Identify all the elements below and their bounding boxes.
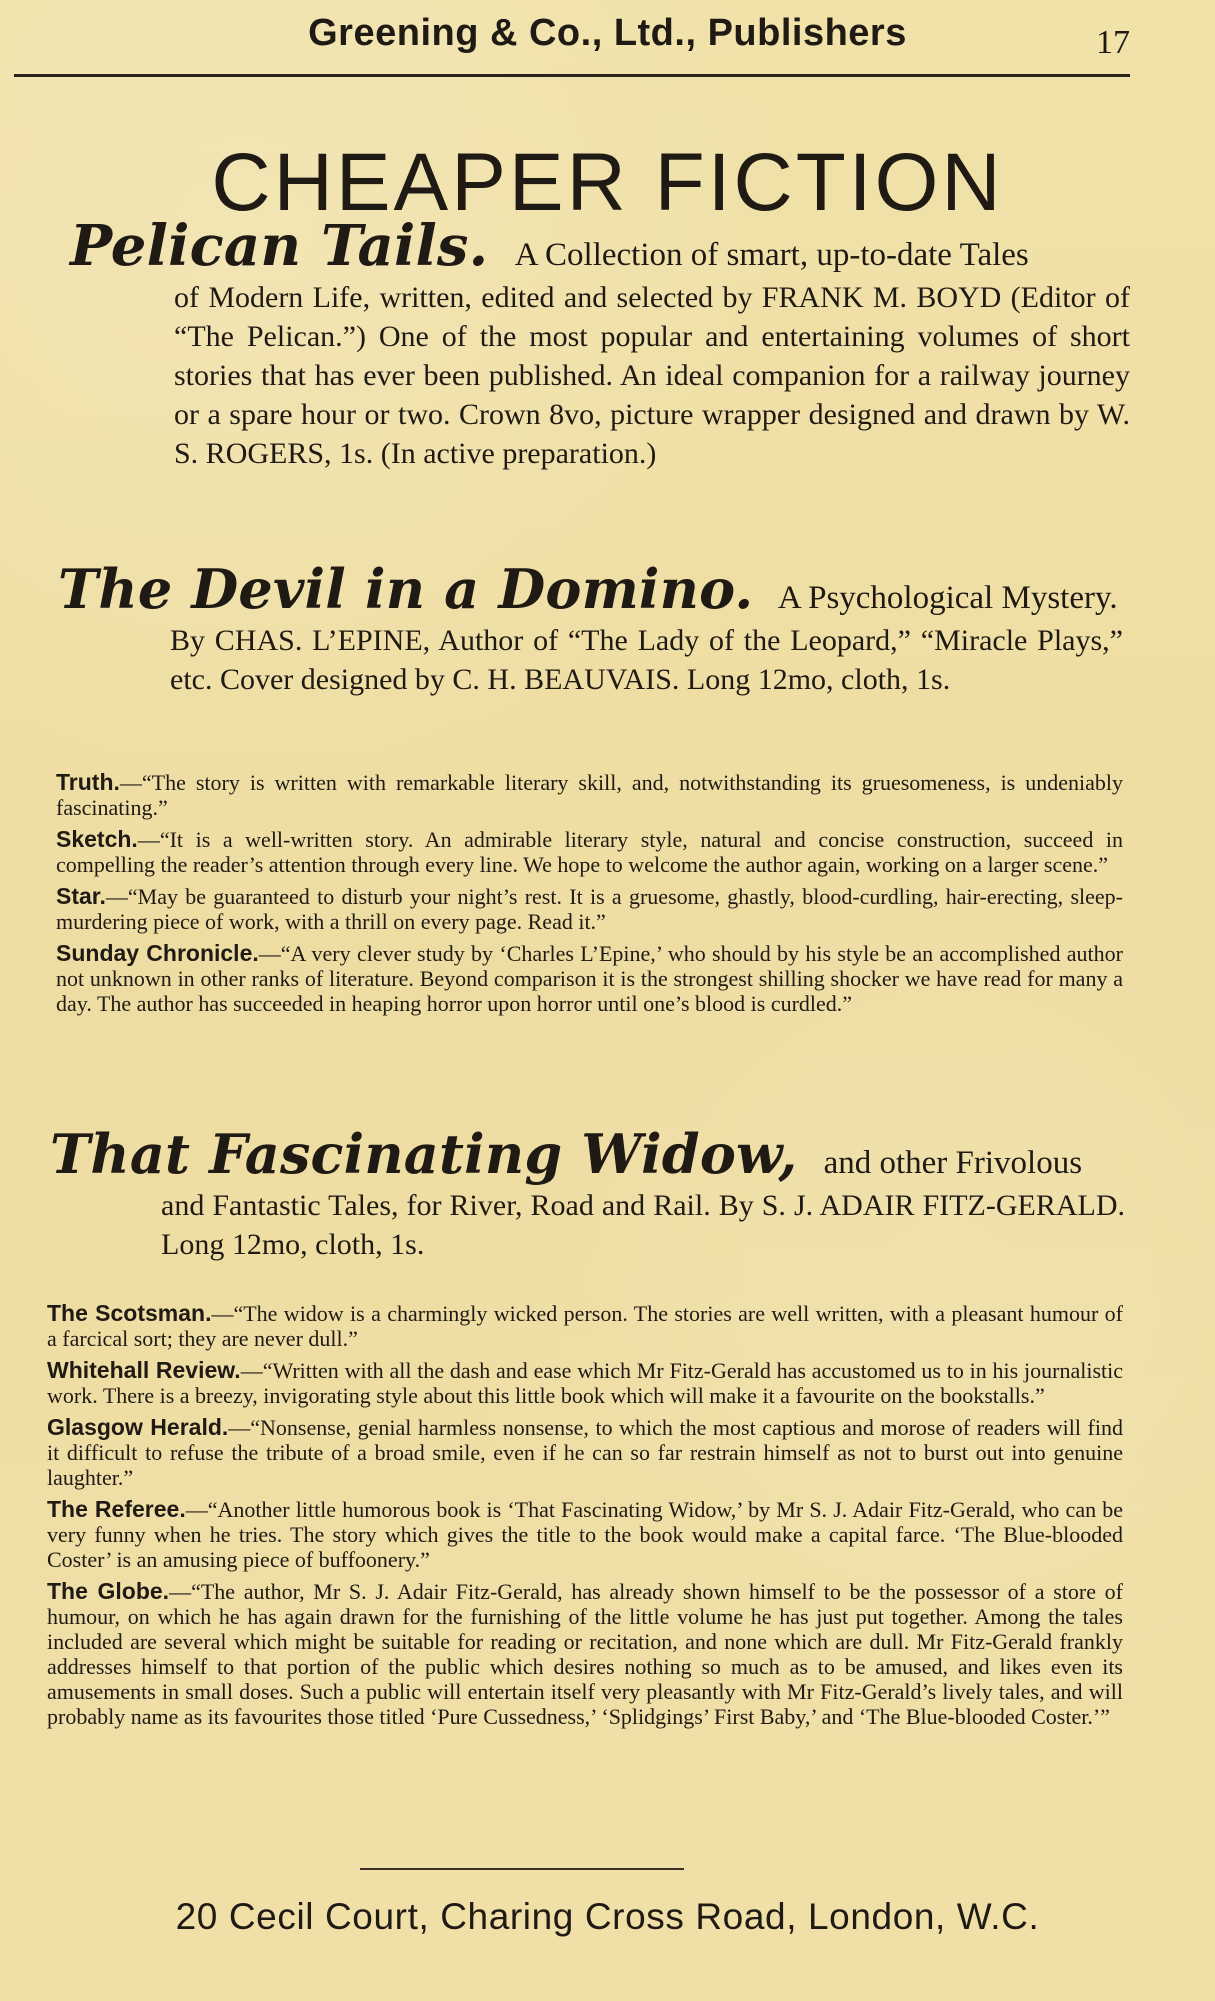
footer-divider (360, 1868, 684, 1870)
publisher-address: 20 Cecil Court, Charing Cross Road, London, W.C. (175, 1896, 1040, 1937)
book-title-that-fascinating-widow: That Fascinating Widow, (50, 1122, 798, 1186)
review-quote: —“Another little humorous book is ‘That Fascinating Widow,’ by Mr S. J. Adair Fitz-Gerald, who can be very funny when he tries. The story which gives the title to the book would make a capital farce. ‘The Blue-blooded Coster’ is an amusing piece of buffoonery.” (47, 1497, 1123, 1572)
review-item (56, 827, 1123, 877)
review-quote: —“May be guaranteed to disturb your night’s rest. It is a gruesome, ghastly, blood-curdling, hair-erecting, sleep-murdering piece of work, with a thrill on every page. Read it.” (56, 884, 1123, 934)
review-quote: —“A very clever study by ‘Charles L’Epine,’ who should by his style be an accomplished author not unknown in other ranks of literature. Beyond comparison it is the strongest shilling shocker we have read for many a day. The author has succeeded in heaping horror upon horror until one’s blood is curdled.” (56, 941, 1123, 1016)
review-item (47, 1579, 1123, 1729)
review-item (56, 941, 1123, 1016)
publisher-header: Greening & Co., Ltd., Publishers (308, 12, 907, 54)
review-quote: —“The widow is a charmingly wicked person. The stories are well written, with a pleasant humour of a farcical sort; they are never dull.” (47, 1301, 1123, 1351)
page-number: 17 (1096, 24, 1130, 61)
review-source: Whitehall Review. (47, 1357, 241, 1383)
book-lead-pelican-tails: A Collection of smart, up-to-date Tales (514, 237, 1029, 273)
book-description-devil-in-a-domino: By CHAS. L’EPINE, Author of “The Lady of the Leopard,” “Miracle Plays,” etc. Cover designed by C. H. BEAUVAIS. Long 12mo, cloth, 1s. (170, 624, 1123, 696)
book-entry-pelican-tails (70, 213, 1130, 473)
book-description-pelican-tails: of Modern Life, written, edited and selected by FRANK M. BOYD (Editor of “The Pelican.”) One of the most popular and entertaining volumes of short stories that has ever been published. An ideal companion for a railway journey or a spare hour or two. Crown 8vo, picture wrapper designed and drawn by W. S. ROGERS, 1s. (In active preparation.) (174, 281, 1130, 470)
review-item (56, 770, 1123, 820)
book-entry-devil-in-a-domino (58, 557, 1123, 699)
review-source: Glasgow Herald. (47, 1414, 229, 1440)
header-divider (14, 74, 1130, 77)
review-item (47, 1415, 1123, 1490)
review-source: Sunday Chronicle. (56, 940, 259, 966)
book-heading-that-fascinating-widow (50, 1122, 1125, 1186)
book-description-that-fascinating-widow: and Fantastic Tales, for River, Road and Rail. By S. J. ADAIR FITZ-GERALD. Long 12mo, cloth, 1s. (161, 1189, 1125, 1261)
book-title-devil-in-a-domino: The Devil in a Domino. (58, 557, 754, 621)
review-source: Truth. (56, 769, 120, 795)
reviews-that-fascinating-widow (47, 1301, 1123, 1736)
page-title: CHEAPER FICTION (211, 137, 1004, 228)
review-quote: —“The author, Mr S. J. Adair Fitz-Gerald, has already shown himself to be the possessor of a store of humour, on which he has again drawn for the furnishing of the little volume he has just put together. Among the tales included are several which might be suitable for reading or recitation, and none which are dull. Mr Fitz-Gerald frankly addresses himself to that portion of the public which desires nothing so much as to be amused, and likes even its amusements in small doses. Such a public will entertain itself very pleasantly with Mr Fitz-Gerald’s lively tales, and will probably name as its favourites those titled ‘Pure Cussedness,’ ‘Splidgings’ First Baby,’ and ‘The Blue-blooded Coster.’” (47, 1579, 1123, 1729)
review-quote: —“The story is written with remarkable literary skill, and, notwithstanding its gruesomeness, is undeniably fascinating.” (56, 770, 1123, 820)
review-item (47, 1358, 1123, 1408)
book-heading-devil-in-a-domino (58, 557, 1123, 621)
reviews-devil-in-a-domino (56, 770, 1123, 1023)
review-source: The Scotsman. (47, 1300, 212, 1326)
review-item (56, 884, 1123, 934)
review-item (47, 1497, 1123, 1572)
review-item (47, 1301, 1123, 1351)
review-quote: —“Nonsense, genial harmless nonsense, to which the most captious and morose of readers will find it difficult to refuse the tribute of a broad smile, even if he can so far restrain himself as not to burst out into genuine laughter.” (47, 1415, 1123, 1490)
book-title-pelican-tails: Pelican Tails. (70, 213, 489, 279)
review-source: The Globe. (47, 1578, 170, 1604)
review-source: Star. (56, 883, 106, 909)
review-quote: —“Written with all the dash and ease which Mr Fitz-Gerald has accustomed us to in his journalistic work. There is a breezy, invigorating style about this little book which will make it a favourite on the bookstalls.” (47, 1358, 1123, 1408)
book-lead-devil-in-a-domino: A Psychological Mystery. (777, 580, 1118, 616)
review-source: The Referee. (47, 1496, 186, 1522)
review-source: Sketch. (56, 826, 138, 852)
review-quote: —“It is a well-written story. An admirable literary style, natural and concise construction, succeed in compelling the reader’s attention through every line. We hope to welcome the author again, working on a larger scene.” (56, 827, 1123, 877)
book-lead-that-fascinating-widow: and other Frivolous (823, 1145, 1083, 1181)
book-heading-pelican-tails (70, 213, 1130, 279)
book-entry-that-fascinating-widow (50, 1122, 1125, 1264)
